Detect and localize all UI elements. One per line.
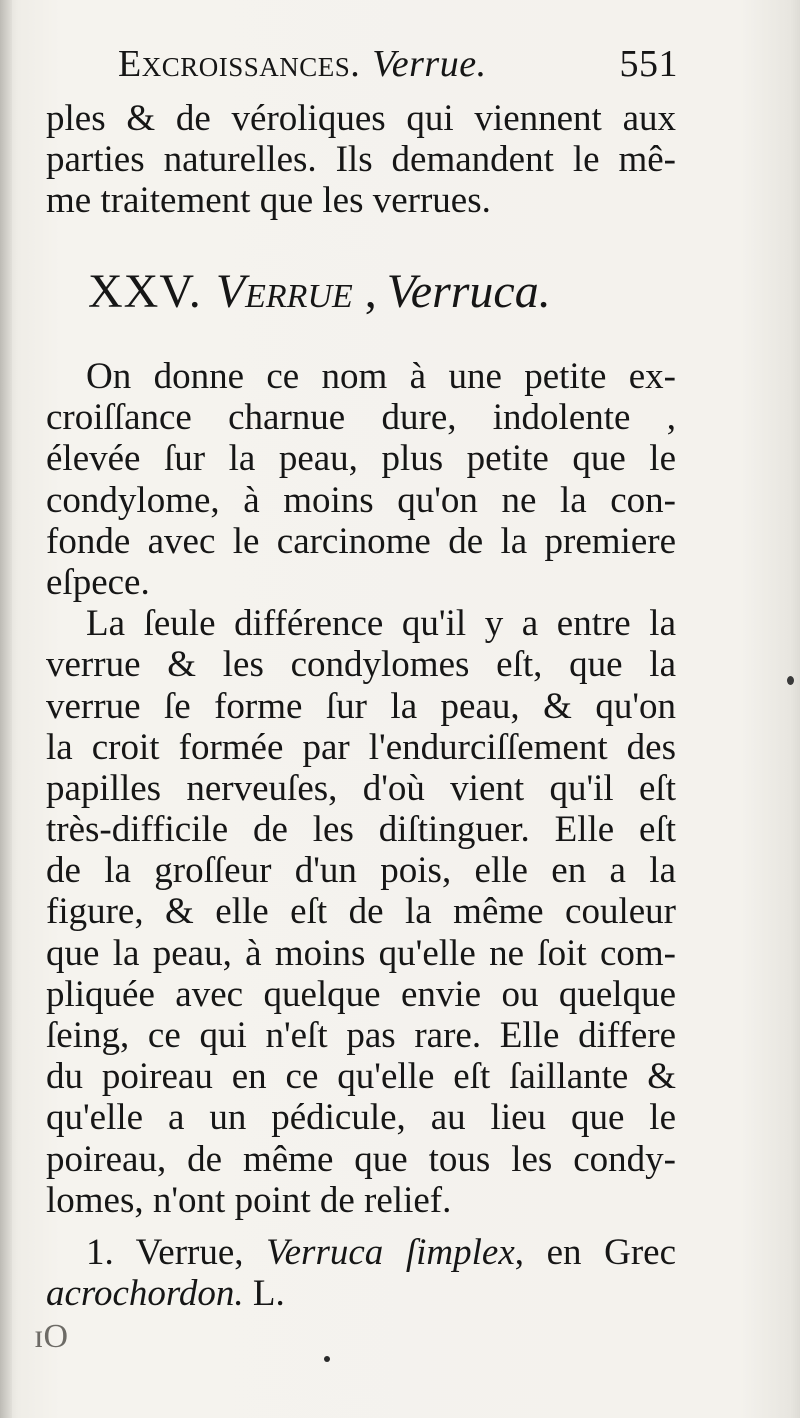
text-line: croiſſance charnue dure, indolente , (46, 397, 676, 439)
text-line: du poireau en ce qu'elle eſt ſaillante & (46, 1056, 676, 1098)
text-line: lomes, n'ont point de relief. (46, 1179, 452, 1221)
text-line: parties naturelles. Ils demandent le mê- (46, 139, 676, 181)
body-text (46, 356, 676, 1221)
text-line: la croit formée par l'endurciſſement des (46, 726, 676, 768)
text-line: me traitement que les verrues. (46, 180, 491, 222)
text-line: que la peau, à moins qu'elle ne ſoit com- (46, 932, 676, 974)
entry-latin-name: Verruca ſimplex (266, 1232, 515, 1273)
running-header (118, 42, 678, 92)
text-line: verrue & les condylomes eſt, que la (46, 644, 676, 686)
entry-line (46, 1232, 676, 1273)
text-line: pliquée avec quelque envie ou quelque (46, 973, 676, 1015)
text-line: On donne ce nom à une petite ex- (86, 356, 676, 397)
bleed-through-mark: ɪO (34, 1318, 68, 1355)
text-line: La ſeule différence qu'il y a entre la (86, 603, 676, 645)
ink-speck (324, 1356, 330, 1362)
text-line: ſeing, ce qui n'eſt pas rare. Elle differe (46, 1015, 676, 1056)
text-line: ples & de véroliques qui viennent aux (46, 98, 676, 139)
text-line: condylome, à moins qu'on ne la con- (46, 479, 676, 521)
section-number: XXV. (88, 265, 202, 318)
text-line: très-difficile de les diſtinguer. Elle eſt (46, 809, 676, 851)
entry-greek-name: acrochordon. (46, 1273, 244, 1315)
text-line: poireau, de même que tous les condy- (46, 1138, 676, 1180)
page-number: 551 (619, 43, 678, 85)
entry-text: , en Grec (514, 1232, 676, 1273)
text-line: eſpece. (46, 561, 150, 603)
text-line: de la groſſeur d'un pois, elle en a la (46, 850, 676, 892)
section-heading (88, 264, 678, 319)
section-latin-title: Verruca. (386, 265, 551, 318)
text-line: qu'elle a un pédicule, au lieu que le (46, 1097, 676, 1139)
entry-text: L. (243, 1273, 285, 1315)
section-title: Verrue (215, 265, 353, 318)
carryover-paragraph (46, 98, 676, 222)
page-gutter-shadow (0, 0, 12, 1418)
ink-speck (787, 676, 794, 685)
entry-line (46, 1273, 676, 1314)
text-line: verrue ſe forme ſur la peau, & qu'on (46, 685, 676, 727)
text-line: élevée ſur la peau, plus petite que le (46, 438, 676, 480)
numbered-entry (46, 1232, 676, 1314)
running-subtitle: Verrue. (372, 43, 487, 85)
entry-number-term: 1. Verrue, (86, 1232, 267, 1273)
text-line: figure, & elle eſt de la même couleur (46, 891, 676, 933)
running-title: Excroissances. Verrue. (118, 43, 487, 85)
text-line: papilles nerveuſes, d'où vient qu'il eſt (46, 767, 676, 809)
text-line: fonde avec le carcinome de la premiere (46, 520, 676, 562)
section-separator: , (364, 265, 377, 318)
